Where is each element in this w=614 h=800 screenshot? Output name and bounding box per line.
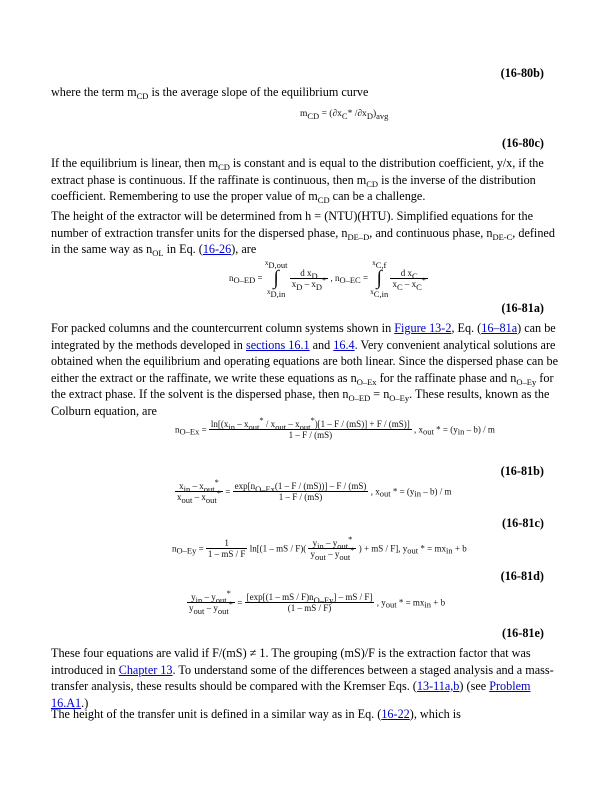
eq-text: d x xyxy=(300,267,312,278)
subscript: O–Ey xyxy=(516,376,537,387)
text: ), which is xyxy=(409,707,461,721)
eq-text: ) xyxy=(372,109,377,119)
eq-sub: D xyxy=(311,270,318,281)
eq-sup: * xyxy=(228,599,233,609)
equation-16-81d xyxy=(172,534,467,562)
equation-number-16-81e: (16-81e) xyxy=(502,626,544,640)
eq-text: = xyxy=(198,543,206,554)
paragraph-average-slope xyxy=(51,84,563,101)
subscript: O–Ey xyxy=(389,393,410,403)
eq-text: , x xyxy=(370,486,380,497)
fraction xyxy=(206,538,248,559)
eq-text: = (∂x xyxy=(321,109,342,119)
fraction xyxy=(390,267,428,292)
eq-sup: * xyxy=(321,274,327,285)
eq-sub: C xyxy=(396,281,403,292)
text: These four equations are valid if F/(mS) ≠ 1. The grouping (mS)/F is the extraction factor that was introduced in xyxy=(51,646,531,677)
integral-sign: ∫ xyxy=(273,267,279,289)
link-kremser-eqs[interactable]: 13-11a,b xyxy=(416,679,460,693)
eq-text: * = mx xyxy=(418,543,446,554)
text: The height of the extractor will be determined from h = (NTU)(HTU). Simplified equations for the number of extraction transfer units for the dispersed phase, n xyxy=(51,209,534,240)
link-eq-16-22[interactable]: 16-22 xyxy=(381,707,410,721)
eq-sub: C xyxy=(416,281,422,292)
eq-sup: * xyxy=(259,415,264,425)
fraction xyxy=(245,592,375,613)
eq-text: – x xyxy=(286,419,300,429)
eq-text: y xyxy=(312,538,318,548)
text: If the equilibrium is linear, then m xyxy=(51,156,219,170)
text: ) (see xyxy=(459,679,490,693)
subscript: DE–D xyxy=(347,231,370,242)
eq-sub: out xyxy=(299,422,311,432)
eq-sub: out xyxy=(339,552,351,562)
eq-text: + b xyxy=(452,543,467,554)
eq-sub: CD xyxy=(307,111,320,121)
link-problem-16-a1[interactable]: Problem 16.A1 xyxy=(51,679,531,710)
eq-text: = xyxy=(237,597,245,608)
eq-text: d x xyxy=(400,267,413,278)
equation-number-16-81d: (16-81d) xyxy=(500,569,544,583)
text: can be a challenge. xyxy=(329,189,426,203)
eq-text: y xyxy=(191,592,196,602)
text: for the extract phase. If the solvent is the dispersed phase, then n xyxy=(51,370,554,401)
equation-number-16-81b: (16-81b) xyxy=(500,464,544,478)
eq-sub: out xyxy=(407,545,419,556)
text: ), are xyxy=(231,242,257,256)
text: For packed columns and the countercurrent column systems shown in xyxy=(51,321,395,335)
eq-text: – b) / m xyxy=(421,486,452,497)
eq-sub: out xyxy=(314,552,326,562)
eq-sub: in xyxy=(195,595,203,605)
equation-16-81b xyxy=(175,415,495,440)
eq-text: – b) / m xyxy=(464,424,495,435)
equation-number-16-81c: (16-81c) xyxy=(502,516,544,530)
eq-text: – x xyxy=(302,278,316,289)
text: in Eq. ( xyxy=(163,242,203,256)
equation-16-81a xyxy=(229,259,428,297)
text: where the term m xyxy=(51,85,137,99)
eq-sub: C,f xyxy=(375,260,387,270)
eq-sub: O–ED xyxy=(233,275,256,286)
subscript: CD xyxy=(317,195,330,205)
integral-limits-1 xyxy=(265,259,288,297)
eq-text: ] – mS / F] xyxy=(333,592,373,602)
equation-number-16-80b: (16-80b) xyxy=(500,66,544,80)
eq-sup: * xyxy=(226,588,231,598)
eq-sub: in xyxy=(457,426,465,437)
fraction xyxy=(209,415,412,440)
eq-text: – x xyxy=(235,419,249,429)
eq-text: 1 – mS / F xyxy=(207,549,246,559)
link-eq-16-26[interactable]: 16-26 xyxy=(202,242,232,256)
text: = n xyxy=(370,387,390,401)
text: The height of the transfer unit is defined in a similar way as in Eq. ( xyxy=(51,707,382,721)
equation-number-16-81a: (16-81a) xyxy=(501,301,544,315)
text: and xyxy=(309,337,334,352)
eq-text: = xyxy=(225,486,233,497)
subscript: CD xyxy=(136,91,149,101)
fraction xyxy=(290,267,329,292)
eq-text: m xyxy=(300,109,308,119)
eq-text: )[1 – F / (mS)] + F / (mS)] xyxy=(314,419,410,429)
eq-sub: in xyxy=(414,488,422,499)
eq-text: x xyxy=(291,278,297,289)
eq-text: x xyxy=(266,288,271,296)
eq-sub: out xyxy=(181,495,193,505)
eq-sub: out xyxy=(205,495,217,505)
eq-text: x xyxy=(177,492,182,502)
subscript: O–Ex xyxy=(356,376,377,387)
eq-sup: * xyxy=(310,415,315,425)
eq-text: 1 xyxy=(206,538,248,549)
eq-text: * = (y xyxy=(433,424,458,435)
eq-sub: out xyxy=(423,426,434,437)
equation-16-81e xyxy=(187,588,446,616)
link-section-16-4[interactable]: 16.4 xyxy=(333,337,355,352)
eq-sub: in xyxy=(183,484,191,494)
text: . These results, known as the Colburn equation, are xyxy=(51,387,550,418)
eq-text: (1 – mS / F) xyxy=(287,603,332,613)
paragraph-validity xyxy=(51,645,563,711)
eq-text: * /∂x xyxy=(347,109,367,119)
link-eq-16-81a[interactable]: 16–81a xyxy=(481,321,518,335)
eq-text: = xyxy=(201,424,209,435)
integral-limits-2 xyxy=(370,259,388,297)
eq-sub: D xyxy=(315,281,322,292)
subscript: DE-C xyxy=(492,231,513,242)
eq-text: , n xyxy=(330,273,340,283)
fraction xyxy=(233,481,369,502)
eq-sup: * xyxy=(216,488,221,498)
eq-text: n xyxy=(172,543,177,554)
eq-text: , x xyxy=(414,424,424,435)
text: , and continuous phase, n xyxy=(369,225,493,240)
text: is constant and is equal to the distribution coefficient, y/x, if the extract phase is continuous. If the raffinate is continuous, then m xyxy=(51,156,544,187)
eq-text: [exp[(1 – mS / F)n xyxy=(246,592,314,602)
eq-text: (1 – F / (mS))] – F / (mS) xyxy=(274,481,367,491)
eq-sup: * xyxy=(421,274,427,285)
eq-sub: in xyxy=(446,545,453,556)
equation-16-81c xyxy=(175,477,452,505)
link-sections-16-1[interactable]: sections 16.1 xyxy=(245,337,310,352)
eq-text: – y xyxy=(202,592,216,602)
subscript: O–ED xyxy=(348,393,371,403)
eq-sub: C xyxy=(341,111,348,121)
eq-sub: C,in xyxy=(373,289,389,299)
eq-text: * = (y xyxy=(390,486,415,497)
text: is the average slope of the equilibrium curve xyxy=(148,85,369,99)
eq-sub: avg xyxy=(376,111,389,121)
eq-text: – y xyxy=(204,603,218,613)
eq-sub: D xyxy=(366,111,373,121)
eq-text: x xyxy=(392,278,397,289)
text: .) xyxy=(81,695,89,710)
eq-text: x xyxy=(372,259,376,267)
eq-text: y xyxy=(189,603,194,613)
subscript: CD xyxy=(366,178,379,189)
eq-text: – x xyxy=(190,481,204,491)
eq-sub: out xyxy=(217,606,229,616)
text: , defined in the same way as n xyxy=(51,225,555,256)
eq-text: – x xyxy=(192,492,206,502)
eq-sub: O–Ey xyxy=(176,545,197,556)
fraction xyxy=(175,477,223,505)
eq-sub: in xyxy=(228,422,236,432)
paragraph-transfer-unit-height xyxy=(51,706,563,723)
eq-text: = xyxy=(257,273,263,283)
eq-sub: in xyxy=(317,541,324,551)
eq-text: x xyxy=(264,259,269,267)
subscript: OL xyxy=(152,248,164,258)
text: , Eq. ( xyxy=(451,321,482,335)
eq-sub: D xyxy=(296,281,303,292)
eq-sup: * xyxy=(348,534,353,544)
eq-sub: out xyxy=(248,422,260,432)
eq-sup: * xyxy=(350,545,355,555)
eq-sub: in xyxy=(424,599,432,610)
fraction xyxy=(187,588,235,616)
eq-sub: out xyxy=(215,595,227,605)
eq-sub: out xyxy=(379,488,391,499)
paragraph-extractor-height xyxy=(51,208,563,258)
paragraph-packed-columns xyxy=(51,320,563,419)
eq-text: + b xyxy=(431,597,446,608)
subscript: CD xyxy=(218,162,230,172)
eq-text: n xyxy=(229,273,234,283)
equation-number-16-80c: (16-80c) xyxy=(502,136,544,150)
eq-sub: O–Ex xyxy=(179,426,200,437)
eq-sub: out xyxy=(337,541,349,551)
text: is the inverse of the distribution coefficient. Remembering to use the proper value of m xyxy=(51,172,536,203)
eq-sub: D,out xyxy=(268,260,288,270)
eq-text: / x xyxy=(263,419,276,429)
eq-sub: O–Ex xyxy=(255,484,275,494)
eq-text: , y xyxy=(376,597,386,608)
eq-text: exp[n xyxy=(234,481,256,491)
eq-text: n xyxy=(175,424,180,435)
eq-text: – y xyxy=(323,538,338,548)
link-figure-13-2[interactable]: Figure 13-2 xyxy=(394,321,452,335)
eq-sub: C xyxy=(412,270,418,281)
link-chapter-13[interactable]: Chapter 13 xyxy=(118,662,173,677)
eq-text: * = mx xyxy=(396,597,425,608)
eq-text: ln[(1 – mS / F)( xyxy=(249,543,307,554)
eq-sub: out xyxy=(203,484,215,494)
eq-sub: O–EC xyxy=(339,275,361,286)
eq-sub: out xyxy=(275,422,287,432)
text: ) can be integrated by the methods developed in xyxy=(51,321,556,352)
eq-sub: D,in xyxy=(270,289,286,299)
eq-sub: out xyxy=(193,606,205,616)
eq-sub: O–Ey xyxy=(313,595,334,605)
equation-16-80c xyxy=(300,109,388,119)
eq-text: 1 – F / (mS) xyxy=(278,492,323,502)
text: . To understand some of the differences between a staged analysis and a mass-transfer analysis, these results should be compared with the Kremser Eqs. ( xyxy=(51,662,554,693)
eq-text: 1 – F / (mS) xyxy=(288,430,333,440)
eq-text: x xyxy=(179,481,184,491)
eq-text: = xyxy=(362,273,369,283)
eq-text: y xyxy=(310,549,315,559)
eq-text: – y xyxy=(325,549,340,559)
text: for the raffinate phase and n xyxy=(376,370,517,385)
eq-text: – x xyxy=(402,278,417,289)
fraction xyxy=(308,534,356,562)
eq-text: ln[(x xyxy=(210,419,229,429)
paragraph-linear-equilibrium xyxy=(51,155,563,205)
eq-text: x xyxy=(370,288,374,296)
eq-text: ) + mS / F], y xyxy=(358,543,408,554)
text: . Very convenient analytical solutions are obtained when the equilibrium and operating equations are both linear. Since the dispersed phase can be either the extract or the raffinate, we write these equations as n xyxy=(51,337,558,385)
integral-sign: ∫ xyxy=(376,267,382,289)
eq-sup: * xyxy=(214,477,219,487)
eq-sub: out xyxy=(385,599,397,610)
